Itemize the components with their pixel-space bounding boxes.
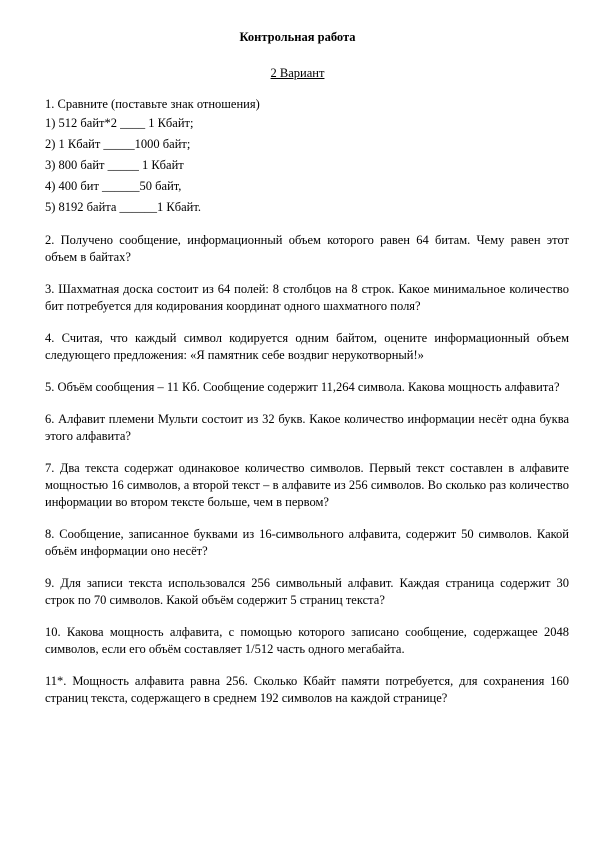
task-2: 2. Получено сообщение, информационный объем которого равен 64 битам. Чему равен этот объем в байтах? [45,233,569,264]
task-11: 11*. Мощность алфавита равна 256. Сколько Кбайт памяти потребуется, для сохранения 160 страниц текста, содержащего в среднем 192 символов на каждой странице? [45,674,569,705]
task-8: 8. Сообщение, записанное буквами из 16-символьного алфавита, содержит 50 символов. Какой объём информации оно несёт? [45,527,569,558]
task-10: 10. Какова мощность алфавита, с помощью которого записано сообщение, содержащее 2048 символов, если его объём составляет 1/512 часть одного мегабайта. [45,625,569,656]
task-6: 6. Алфавит племени Мульти состоит из 32 букв. Какое количество информации несёт одна буква этого алфавита? [45,412,569,443]
task-5: 5. Объём сообщения – 11 Кб. Сообщение содержит 11,264 символа. Какова мощность алфавита? [45,380,560,394]
task-1-item: 4) 400 бит ______50 байт, [45,179,182,193]
task-4: 4. Считая, что каждый символ кодируется одним байтом, оцените информационный объем следующего предложения: «Я памятник себе воздвиг нерукотворный!» [45,331,569,362]
task-3: 3. Шахматная доска состоит из 64 полей: 8 столбцов на 8 строк. Какое минимальное количество бит потребуется для кодирования координат одного шахматного поля? [45,282,569,313]
task-1-item: 1) 512 байт*2 ____ 1 Кбайт; [45,116,194,130]
task-1-item: 2) 1 Кбайт _____1000 байт; [45,137,191,151]
task-1-heading: 1. Сравните (поставьте знак отношения) [45,97,260,111]
task-1 [45,96,569,218]
task-7: 7. Два текста содержат одинаковое количество символов. Первый текст составлен в алфавите мощностью 16 символов, а второй текст – в алфавите из 256 символов. Во сколько раз количество информации во втором тексте больше, чем в первом? [45,461,569,509]
variant-label: 2 Вариант [270,66,325,80]
document-title: Контрольная работа [239,30,356,44]
document-body [45,96,569,707]
task-1-item: 5) 8192 байта ______1 Кбайт. [45,200,202,214]
task-1-item: 3) 800 байт _____ 1 Кбайт [45,158,184,172]
task-9: 9. Для записи текста использовался 256 символьный алфавит. Каждая страница содержит 30 строк по 70 символов. Какой объём содержит 5 страниц текста? [45,576,569,607]
